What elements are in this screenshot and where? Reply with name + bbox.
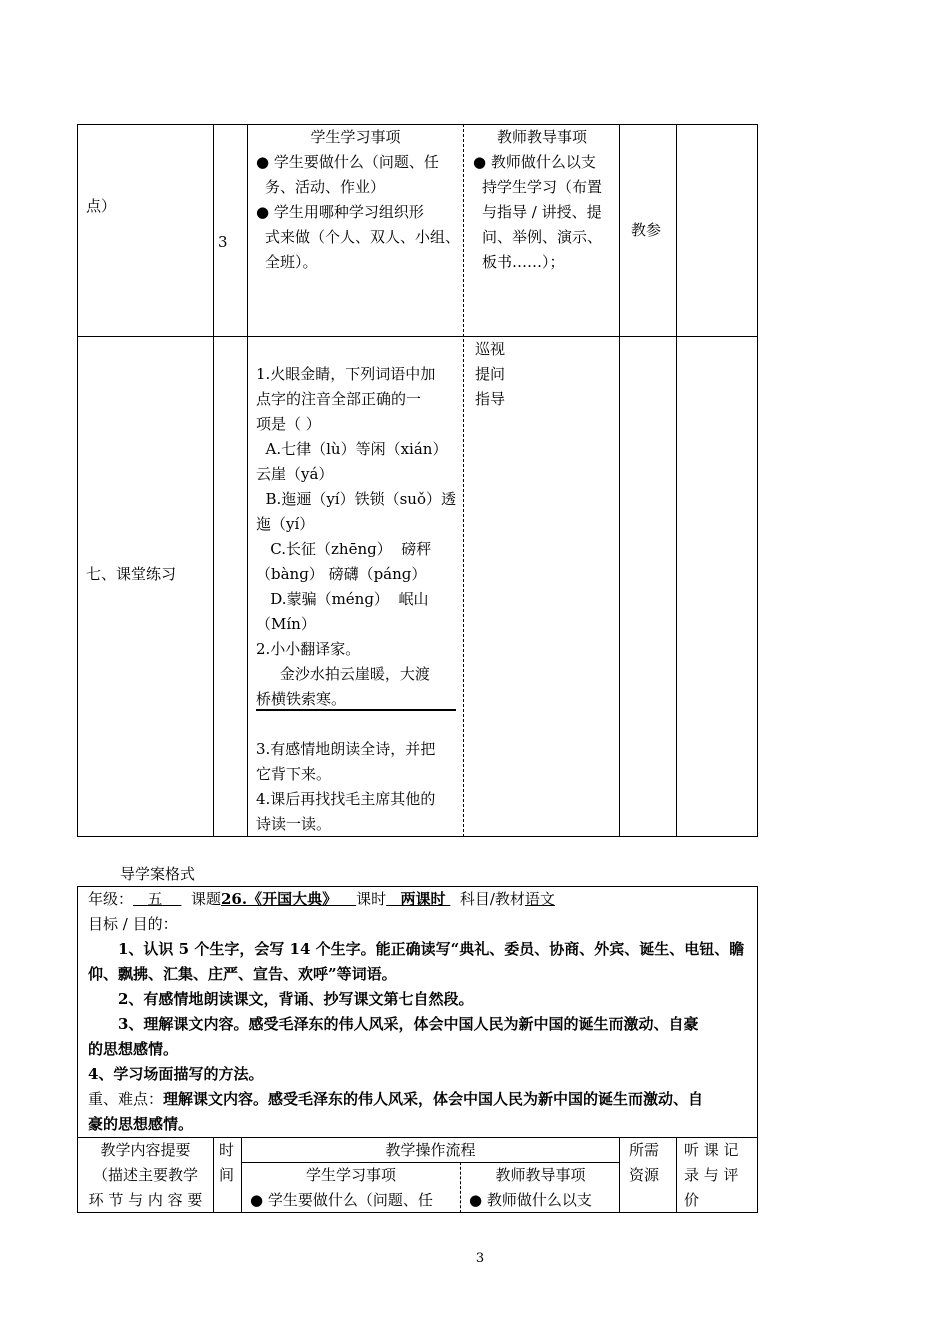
header-time-line: 时 <box>219 1141 235 1159</box>
teacher-action: 指导 <box>475 390 506 408</box>
student-line: ● 学生要做什么（问题、任 <box>256 153 439 171</box>
teacher-line: 板书……）； <box>482 253 565 271</box>
student-header: 学生学习事项 <box>310 128 401 146</box>
exercise-line: 2.小小翻译家。 <box>256 640 361 658</box>
student-line: ● 学生用哪种学习组织形 <box>256 203 424 221</box>
goal-line: 1、认识 5 个生字，会写 14 个生字。能正确读写“典礼、委员、协商、外宾、诞生、电钮、瞻 <box>118 940 745 958</box>
table-border <box>247 124 248 837</box>
header-content-line: 环 节 与 内 容 要 <box>88 1191 203 1209</box>
row1-resource: 教参 <box>631 221 662 239</box>
table-border <box>757 886 758 1213</box>
exercise-line: 点字的注音全部正确的一 <box>256 390 422 408</box>
page-number: 3 <box>475 1251 485 1266</box>
exercise-items-b <box>256 737 435 837</box>
dashed-divider <box>463 124 464 837</box>
table-border <box>676 124 677 837</box>
teacher-header: 教师教导事项 <box>495 1166 586 1184</box>
header-content-col <box>78 1138 213 1213</box>
grade-text: 五 <box>147 890 163 908</box>
info-line <box>88 887 555 912</box>
row2-content-label: 七、课堂练习 <box>86 565 177 583</box>
exercise-line: 云崖（yá） <box>256 465 334 483</box>
exercise-items <box>256 362 456 712</box>
exercise-line: 桥横铁索寒。 <box>256 690 347 708</box>
teacher-line: 持学生学习（布置 <box>482 178 603 196</box>
row1-content-label: 点） <box>86 197 117 215</box>
process-header: 教学操作流程 <box>385 1141 476 1159</box>
student-first-line: ● 学生要做什么（问题、任 <box>250 1191 433 1209</box>
teacher-line: 问、举例、演示、 <box>482 228 603 246</box>
header-resource-col <box>629 1138 659 1188</box>
teacher-line: ● 教师做什么以支 <box>473 153 596 171</box>
header-time-col <box>219 1138 234 1188</box>
subject-value: 语文 <box>524 890 555 908</box>
exercise-line: 迤（yí） <box>256 515 315 533</box>
exercise-line: 4.课后再找找毛主席其他的 <box>256 790 436 808</box>
table-border <box>757 124 758 837</box>
student-items <box>256 150 460 275</box>
header-record-line: 价 <box>684 1191 700 1209</box>
teacher-action: 提问 <box>475 365 506 383</box>
table-border <box>213 124 214 837</box>
teacher-first-line: ● 教师做什么以支 <box>469 1191 592 1209</box>
teacher-actions <box>475 337 505 412</box>
table-border <box>619 1137 620 1213</box>
dashed-divider <box>460 1162 461 1213</box>
period-value: 两课时 <box>400 890 446 908</box>
teacher-line: 与指导 / 讲授、提 <box>482 203 602 221</box>
table-border <box>619 124 620 837</box>
exercise-line: C.长征（zhēnɡ） 磅秤 <box>256 540 432 558</box>
section-caption: 导学案格式 <box>120 865 196 883</box>
goal-label: 目标 / 目的： <box>88 915 178 933</box>
topic-value: 26.《开国大典》 <box>220 890 338 908</box>
header-time-line: 间 <box>219 1166 235 1184</box>
key-text-cont: 豪的思想感情。 <box>88 1115 194 1133</box>
header-content-line: 教学内容提要 <box>100 1141 191 1159</box>
exercise-line: 金沙水拍云崖暖，大渡 <box>256 665 430 683</box>
teacher-action: 巡视 <box>475 340 506 358</box>
header-resource-line: 所需 <box>629 1141 660 1159</box>
header-resource-line: 资源 <box>629 1166 660 1184</box>
key-text: 理解课文内容。感受毛泽东的伟人风采，体会中国人民为新中国的诞生而激动、自 <box>163 1090 704 1108</box>
goal-line: 仰、飘拂、汇集、庄严、宣告、欢呼”等词语。 <box>88 965 397 983</box>
exercise-line: A.七律（lù）等闲（xián） <box>256 440 448 458</box>
goal-line: 3、理解课文内容。感受毛泽东的伟人风采，体会中国人民为新中国的诞生而激动、自豪 <box>118 1015 699 1033</box>
table-border <box>77 124 78 837</box>
table-border <box>77 336 758 337</box>
exercise-line: 1.火眼金睛，下列词语中加 <box>256 365 436 383</box>
subject-label: 科目/教材 <box>459 890 525 908</box>
header-record-col <box>684 1138 739 1213</box>
table-border <box>676 1137 677 1213</box>
exercise-line: B.迤逦（yí）铁锁（suǒ）透 <box>256 490 456 508</box>
exercise-line: （bànɡ） 磅礴（pánɡ） <box>256 565 427 583</box>
grade-label: 年级： <box>88 890 134 908</box>
key-points-line <box>88 1087 703 1112</box>
grade-value <box>133 890 181 908</box>
student-line: 全班）。 <box>265 253 318 271</box>
header-content-line: （描述主要教学 <box>92 1166 198 1184</box>
key-label: 重、难点： <box>88 1090 164 1108</box>
student-line: 式来做（个人、双人、小组、 <box>265 228 461 246</box>
header-record-line: 听 课 记 <box>684 1141 739 1159</box>
answer-line <box>256 709 456 711</box>
exercise-line: 项是（ ） <box>256 415 321 433</box>
teacher-items <box>473 150 602 275</box>
exercise-line: D.蒙骗（ménɡ） 岷山 <box>256 590 429 608</box>
topic-label: 课题 <box>190 890 221 908</box>
period-label: 课时 <box>356 890 387 908</box>
student-line: 务、活动、作业） <box>265 178 386 196</box>
header-record-line: 录 与 评 <box>684 1166 739 1184</box>
goal-line: 4、学习场面描写的方法。 <box>88 1065 264 1083</box>
teacher-header: 教师教导事项 <box>496 128 587 146</box>
exercise-line: （Mín） <box>256 615 316 633</box>
goal-line: 2、有感情地朗读课文，背诵、抄写课文第七自然段。 <box>118 990 474 1008</box>
table-border <box>213 1137 214 1213</box>
exercise-line: 3.有感情地朗读全诗，并把 <box>256 740 436 758</box>
exercise-line: 诗读一读。 <box>256 815 332 833</box>
student-header: 学生学习事项 <box>305 1166 396 1184</box>
row1-time: 3 <box>218 233 228 251</box>
exercise-line: 它背下来。 <box>256 765 332 783</box>
goal-line: 的思想感情。 <box>88 1040 179 1058</box>
